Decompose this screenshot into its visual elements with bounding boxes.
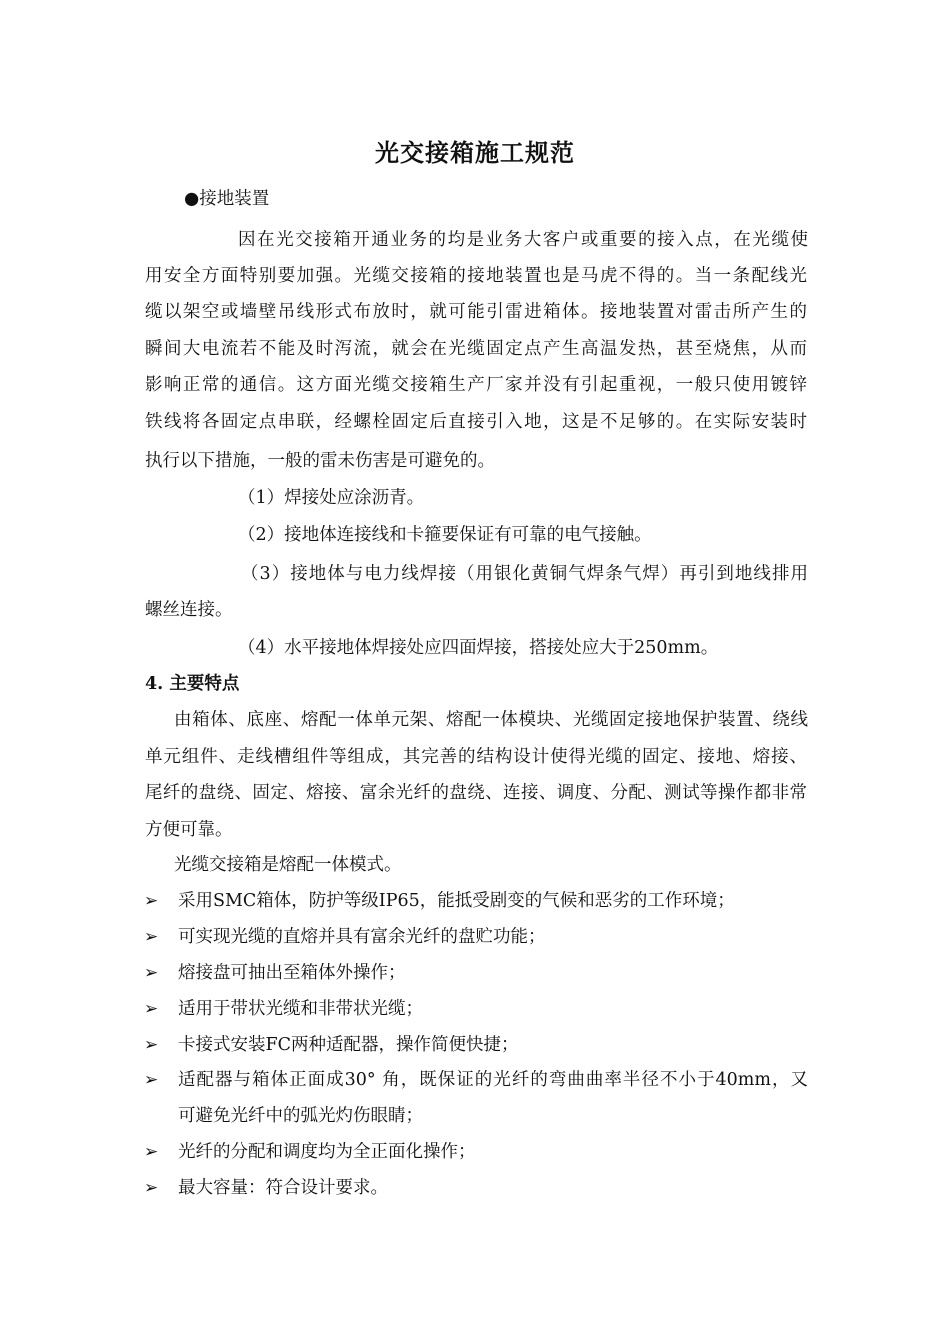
bullet-item: 熔接盘可抽出至箱体外操作； <box>178 963 406 983</box>
paragraph-line: 瞬间大电流若不能及时泻流，就会在光缆固定点产生高温发热，甚至烧焦，从而 <box>145 339 807 359</box>
arrow-bullet-icon: ➢ <box>144 1142 159 1162</box>
paragraph-line: 方便可靠。 <box>145 820 233 840</box>
paragraph-line: 单元组件、走线槽组件等组成，其完善的结构设计使得光缆的固定、接地、熔接、 <box>145 747 807 767</box>
arrow-bullet-icon: ➢ <box>144 999 159 1019</box>
arrow-bullet-icon: ➢ <box>144 1035 159 1055</box>
bullet-item: 可实现光缆的直熔并具有富余光纤的盘贮功能； <box>178 927 546 947</box>
paragraph-line: 影响正常的通信。这方面光缆交接箱生产厂家并没有引起重视，一般只使用镀锌 <box>145 375 807 395</box>
paragraph-line: 尾纤的盘绕、固定、熔接、富余光纤的盘绕、连接、调度、分配、测试等操作都非常 <box>145 783 807 803</box>
bullet-item: 采用SMC箱体，防护等级IP65，能抵受剧变的气候和恶劣的工作环境； <box>178 891 735 911</box>
bullet-item-continuation: 可避免光纤中的弧光灼伤眼睛； <box>178 1106 423 1126</box>
measure-item: （3）接地体与电力线焊接（用银化黄铜气焊条气焊）再引到地线排用 <box>241 564 808 584</box>
bullet-item: 适用于带状光缆和非带状光缆； <box>178 999 423 1019</box>
paragraph-line: 由箱体、底座、熔配一体单元架、熔配一体模块、光缆固定接地保护装置、绕线 <box>174 710 808 730</box>
measure-item: （1）焊接处应涂沥青。 <box>238 488 425 508</box>
arrow-bullet-icon: ➢ <box>144 1070 159 1090</box>
mode-line: 光缆交接箱是熔配一体模式。 <box>174 855 402 875</box>
measure-item-continuation: 螺丝连接。 <box>145 600 233 620</box>
arrow-bullet-icon: ➢ <box>144 891 159 911</box>
section-heading-features: 4. 主要特点 <box>145 674 240 694</box>
paragraph-line: 因在光交接箱开通业务的均是业务大客户或重要的接入点，在光缆使 <box>238 230 808 250</box>
arrow-bullet-icon: ➢ <box>144 927 159 947</box>
paragraph-line: 铁线将各固定点串联，经螺栓固定后直接引入地，这是不足够的。在实际安装时 <box>145 412 807 432</box>
bullet-item: 光纤的分配和调度均为全正面化操作； <box>178 1142 476 1162</box>
paragraph-line: 缆以架空或墙壁吊线形式布放时，就可能引雷进箱体。接地装置对雷击所产生的 <box>145 302 807 322</box>
paragraph-line: 执行以下措施，一般的雷未伤害是可避免的。 <box>145 451 495 471</box>
bullet-item: 适配器与箱体正面成30° 角，既保证的光纤的弯曲曲率半径不小于40mm，又 <box>178 1070 808 1090</box>
paragraph-line: 用安全方面特别要加强。光缆交接箱的接地装置也是马虎不得的。当一条配线光 <box>145 266 807 286</box>
arrow-bullet-icon: ➢ <box>144 1178 159 1198</box>
measure-item: （2）接地体连接线和卡箍要保证有可靠的电气接触。 <box>238 525 652 545</box>
measure-item: （4）水平接地体焊接处应四面焊接，搭接处应大于250mm。 <box>238 638 719 658</box>
page-title: 光交接箱施工规范 <box>375 138 575 167</box>
section-heading-grounding: ●接地装置 <box>184 189 270 209</box>
bullet-item: 最大容量：符合设计要求。 <box>178 1178 388 1198</box>
bullet-item: 卡接式安装FC两种适配器，操作简便快捷； <box>178 1035 519 1055</box>
arrow-bullet-icon: ➢ <box>144 963 159 983</box>
